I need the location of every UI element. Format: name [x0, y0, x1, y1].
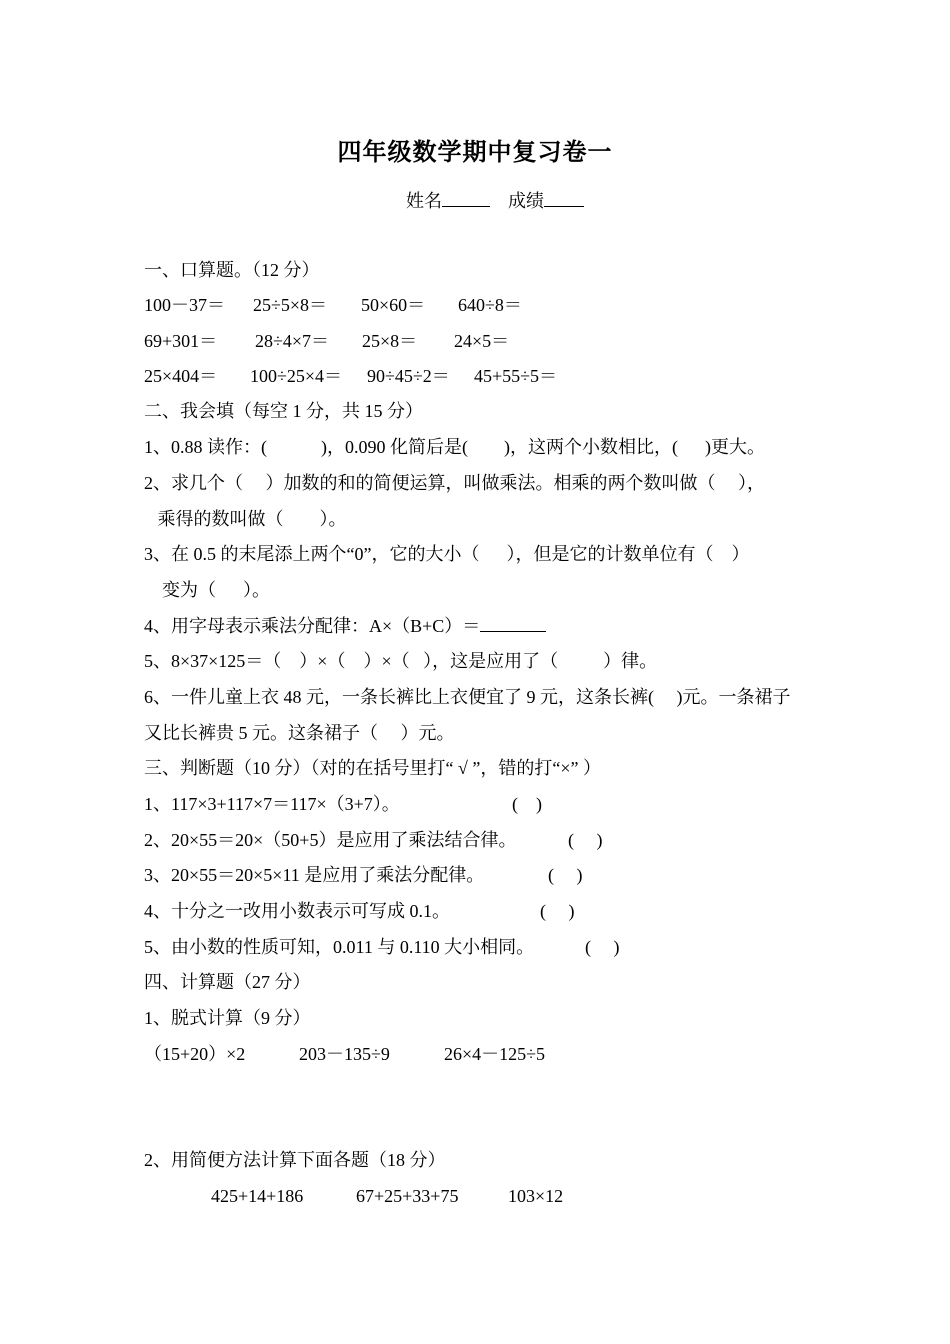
fill-line: 6、一件儿童上衣 48 元，一条长裤比上衣便宜了 9 元，这条长裤( )元。一条裙子 [144, 687, 791, 707]
judge-bracket: ( ) [540, 901, 575, 921]
calc-item: 103×12 [508, 1186, 564, 1206]
judge-item: 2、20×55＝20×（50+5）是应用了乘法结合律。 [144, 830, 517, 850]
oral-item: 45+55÷5＝ [474, 366, 558, 386]
answer-blank [480, 613, 546, 632]
oral-item: 100÷25×4＝ [250, 366, 343, 386]
judge-bracket: ( ) [512, 794, 542, 814]
fill-line: 3、在 0.5 的末尾添上两个“0”，它的大小（ ），但是它的计数单位有（ ） [144, 544, 750, 564]
oral-item: 25×404＝ [144, 366, 218, 386]
fill-line: 1、0.88 读作：( )，0.090 化简后是( )，这两个小数相比，( )更大。 [144, 437, 765, 457]
calc-item: 67+25+33+75 [356, 1186, 459, 1206]
oral-item: 69+301＝ [144, 331, 218, 351]
calc-part1-heading: 1、脱式计算（9 分） [144, 1008, 311, 1028]
calc-item: 26×4－125÷5 [444, 1044, 546, 1064]
section3-heading: 三、判断题（10 分）（对的在括号里打“ √ ”，错的打“×” ） [144, 758, 601, 778]
score-label: 成绩 [508, 191, 544, 211]
oral-item: 25×8＝ [362, 331, 418, 351]
calc-item: （15+20）×2 [144, 1044, 246, 1064]
fill-line: 变为（ ）。 [144, 580, 270, 600]
judge-bracket: ( ) [568, 830, 603, 850]
oral-item: 28÷4×7＝ [255, 331, 330, 351]
judge-item: 3、20×55＝20×5×11 是应用了乘法分配律。 [144, 865, 485, 885]
section2-heading: 二、我会填（每空 1 分，共 15 分） [144, 401, 423, 421]
judge-item: 1、117×3+117×7＝117×（3+7）。 [144, 794, 400, 814]
section4-heading: 四、计算题（27 分） [144, 972, 311, 992]
oral-item: 90÷45÷2＝ [367, 366, 450, 386]
fill-text: 4、用字母表示乘法分配律：A×（B+C）＝ [144, 616, 481, 636]
oral-item: 25÷5×8＝ [253, 295, 328, 315]
fill-line: 又比长裤贵 5 元。这条裙子（ ）元。 [144, 723, 455, 743]
judge-bracket: ( ) [585, 937, 620, 957]
oral-item: 640÷8＝ [458, 295, 522, 315]
judge-item: 5、由小数的性质可知，0.011 与 0.110 大小相同。 [144, 937, 535, 957]
judge-bracket: ( ) [548, 865, 583, 885]
page-title: 四年级数学期中复习卷一 [337, 140, 613, 166]
oral-item: 24×5＝ [454, 331, 510, 351]
name-label: 姓名 [406, 191, 442, 211]
name-score-line [406, 187, 584, 213]
name-blank [442, 188, 490, 207]
fill-line: 2、求几个（ ）加数的和的简便运算，叫做乘法。相乘的两个数叫做（ ）， [144, 473, 765, 493]
calc-item: 425+14+186 [211, 1186, 304, 1206]
judge-item: 4、十分之一改用小数表示可写成 0.1。 [144, 901, 450, 921]
fill-line: 5、8×37×125＝（ ）×（ ）×（ ），这是应用了（ ）律。 [144, 651, 658, 671]
section1-heading: 一、口算题。（12 分） [144, 260, 320, 280]
fill-line: 乘得的数叫做（ ）。 [144, 509, 347, 529]
calc-part2-heading: 2、用简便方法计算下面各题（18 分） [144, 1150, 446, 1170]
fill-line [144, 613, 546, 638]
oral-item: 100－37＝ [144, 295, 225, 315]
score-blank [544, 188, 584, 207]
oral-item: 50×60＝ [361, 295, 426, 315]
calc-item: 203－135÷9 [299, 1044, 390, 1064]
